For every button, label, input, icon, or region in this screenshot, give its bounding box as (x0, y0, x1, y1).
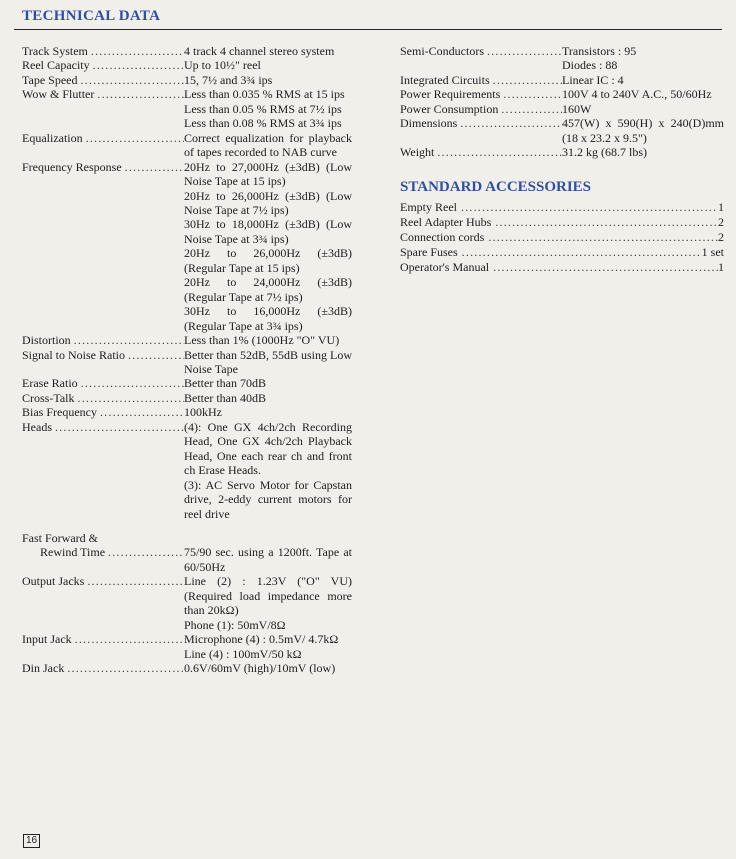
leader-dots (458, 245, 702, 260)
spec-row-reel-capacity (22, 58, 352, 72)
spec-value: 160W (562, 101, 592, 116)
spec-value: (4): One GX 4ch/2ch Recording Head, One GX 4ch/2ch Playback Head, One each rear ch and front ch Erase Heads. (184, 419, 352, 478)
leader-dots (71, 333, 184, 347)
right-spec-column (400, 44, 724, 275)
spec-row-frequency-response (22, 160, 352, 333)
spec-value: 457(W) x 590(H) x 240(D)mm (18 x 23.2 x 9.5") (562, 116, 724, 145)
spec-label: Rewind Time (40, 545, 106, 560)
spec-row-power-requirements (400, 87, 724, 101)
spec-label: Erase Ratio (22, 376, 78, 391)
page-number: 16 (23, 834, 40, 848)
spec-row-signal-noise (22, 348, 352, 377)
accessory-row (400, 260, 724, 275)
leader-dots (75, 391, 185, 405)
spec-value: 75/90 sec. using a 1200ft. Tape at 60/50Hz (184, 545, 352, 574)
spec-row-track-system (22, 44, 352, 58)
spec-value: 20Hz to 24,000Hz (±3dB) (Regular Tape at 7½ ips) (184, 275, 352, 304)
leader-dots (500, 87, 562, 101)
spec-row-heads (22, 420, 352, 521)
spec-value: Less than 0.05 % RMS at 7½ ips (184, 101, 342, 116)
spec-value: 20Hz to 26,000Hz (±3dB) (Regular Tape at 15 ips) (184, 246, 352, 275)
leader-dots (72, 632, 184, 646)
spec-label: Wow & Flutter (22, 87, 95, 102)
leader-dots (490, 73, 562, 87)
leader-dots (83, 131, 184, 145)
accessory-qty: 2 (718, 229, 724, 244)
leader-dots (457, 116, 562, 130)
spec-value: (3): AC Servo Motor for Capstan drive, 2-eddy current motors for reel drive (184, 477, 352, 521)
spec-label: Cross-Talk (22, 390, 75, 405)
spec-row-integrated-circuits (400, 73, 724, 87)
spec-row-weight (400, 145, 724, 159)
spec-label: Tape Speed (22, 72, 78, 87)
spec-value: Better than 70dB (184, 376, 266, 391)
spec-value: Transistors : 95 (562, 44, 637, 58)
spec-label: Weight (400, 145, 435, 160)
spec-value: Correct equalization for playback of tapes recorded to NAB curve (184, 130, 352, 160)
spec-value: Better than 52dB, 55dB using Low Noise Tape (184, 347, 352, 376)
spec-value: 31.2 kg (68.7 lbs) (562, 145, 647, 160)
spec-row-din-jack (22, 661, 352, 675)
accessory-name: Spare Fuses (400, 244, 458, 259)
spec-label: Bias Frequency (22, 405, 97, 420)
accessories-heading: STANDARD ACCESSORIES (400, 178, 592, 195)
spec-value: Less than 1% (1000Hz "O" VU) (184, 333, 340, 348)
accessory-row (400, 200, 724, 215)
spec-label: Semi-Conductors (400, 44, 484, 58)
spec-value: 20Hz to 26,000Hz (±3dB) (Low Noise Tape at 7½ ips) (184, 188, 352, 217)
spec-value: Line (4) : 100mV/50 kΩ (184, 646, 302, 661)
spec-value: 100kHz (184, 405, 222, 420)
spec-row-tape-speed (22, 73, 352, 87)
spec-row-rewind-time (22, 545, 352, 574)
spec-value: 15, 7½ and 3¾ ips (184, 72, 273, 87)
spec-row-semiconductors (400, 44, 724, 73)
left-spec-column (22, 44, 352, 675)
accessory-row (400, 230, 724, 245)
spec-label: Fast Forward & (22, 530, 98, 545)
spec-value: 30Hz to 18,000Hz (±3dB) (Low Noise Tape at 3¾ ips) (184, 217, 352, 246)
accessory-qty: 2 (718, 214, 724, 229)
leader-dots (484, 44, 562, 58)
spec-value: Linear IC : 4 (562, 72, 624, 87)
spec-value: 0.6V/60mV (high)/10mV (low) (184, 661, 336, 676)
spec-label: Din Jack (22, 661, 65, 676)
leader-dots (84, 574, 184, 588)
spec-label: Power Consumption (400, 101, 499, 116)
leader-dots (105, 545, 184, 559)
spec-value: Microphone (4) : 0.5mV/ 4.7kΩ (184, 632, 339, 647)
spec-label: Distortion (22, 333, 71, 348)
accessory-row (400, 245, 724, 260)
leader-dots (491, 215, 718, 230)
spec-value: 4 track 4 channel stereo system (184, 44, 335, 58)
spec-value: Less than 0.035 % RMS at 15 ips (184, 87, 345, 102)
accessory-name: Empty Reel (400, 199, 457, 214)
spec-row-cross-talk (22, 391, 352, 405)
spec-label: Output Jacks (22, 574, 85, 589)
spec-row-fast-forward (22, 531, 352, 545)
accessory-name: Reel Adapter Hubs (400, 214, 492, 229)
accessory-qty: 1 (718, 259, 724, 274)
spec-row-output-jacks (22, 574, 352, 632)
spec-value: Better than 40dB (184, 390, 266, 405)
page-title: TECHNICAL DATA (22, 8, 161, 24)
spec-value: 30Hz to 16,000Hz (±3dB) (Regular Tape at 3¾ ips) (184, 304, 352, 333)
spec-label: Integrated Circuits (400, 72, 490, 87)
spec-row-dimensions (400, 116, 724, 145)
leader-dots (97, 405, 184, 419)
spec-row-equalization (22, 131, 352, 160)
leader-dots (457, 200, 718, 215)
title-rule (14, 29, 722, 30)
spec-label: Power Requirements (400, 87, 501, 102)
spec-label: Dimensions (400, 116, 458, 131)
leader-dots (88, 44, 184, 58)
spec-value: Up to 10½" reel (184, 58, 261, 73)
accessory-row (400, 215, 724, 230)
spec-label: Input Jack (22, 632, 72, 647)
leader-dots (498, 102, 562, 116)
leader-dots (94, 87, 184, 101)
spec-row-erase-ratio (22, 376, 352, 390)
leader-dots (52, 420, 184, 434)
leader-dots (90, 58, 184, 72)
accessory-name: Connection cords (400, 229, 485, 244)
spec-row-input-jack (22, 632, 352, 661)
leader-dots (78, 376, 184, 390)
spec-label: Equalization (22, 130, 83, 145)
spec-value: Diodes : 88 (562, 58, 618, 73)
leader-dots (484, 230, 718, 245)
spec-row-wow-flutter (22, 87, 352, 130)
spec-label: Reel Capacity (22, 58, 90, 73)
leader-dots (122, 160, 184, 174)
spec-label: Heads (22, 419, 52, 434)
spec-label: Signal to Noise Ratio (22, 347, 125, 362)
spec-value: Phone (1): 50mV/8Ω (184, 617, 286, 632)
spec-row-bias-frequency (22, 405, 352, 419)
spec-value: 100V 4 to 240V A.C., 50/60Hz (562, 87, 712, 102)
spec-label: Frequency Response (22, 159, 122, 174)
spec-label: Track System (22, 44, 88, 58)
accessory-qty: 1 (718, 199, 724, 214)
spec-value: Less than 0.08 % RMS at 3¾ ips (184, 116, 342, 131)
leader-dots (77, 73, 184, 87)
spec-row-power-consumption (400, 102, 724, 116)
leader-dots (434, 145, 562, 159)
leader-dots (125, 348, 184, 362)
accessory-name: Operator's Manual (400, 259, 490, 274)
leader-dots (64, 661, 184, 675)
spec-row-distortion (22, 333, 352, 347)
accessory-qty: 1 set (701, 244, 724, 259)
spec-value: 20Hz to 27,000Hz (±3dB) (Low Noise Tape at 15 ips) (184, 159, 352, 189)
spec-value: Line (2) : 1.23V ("O" VU) (Required load impedance more than 20kΩ) (184, 574, 352, 618)
leader-dots (489, 260, 718, 275)
